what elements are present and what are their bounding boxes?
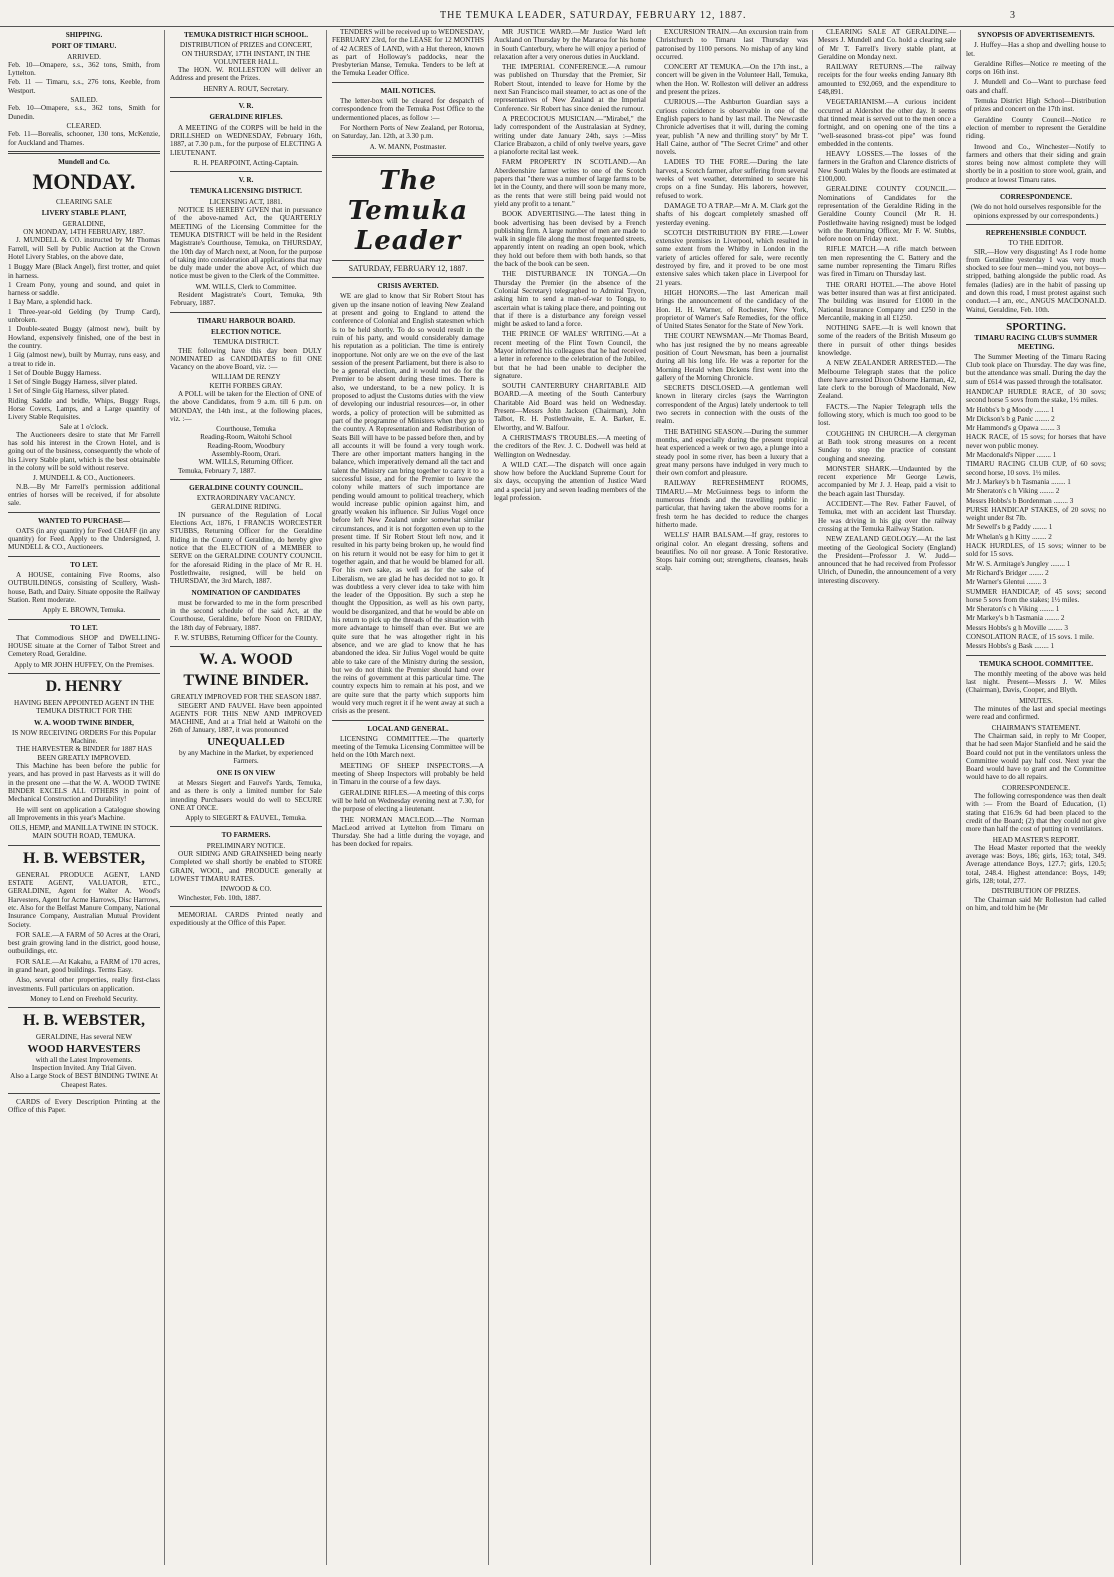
correspondence2-heading: CORRESPONDENCE. (1001, 783, 1071, 792)
prelim-heading: PRELIMINARY NOTICE. (206, 841, 286, 850)
twine-note: Also a Large Stock of BEST BINDING TWINE At Cheapest Rates. (10, 1072, 158, 1089)
report-heading: HEAD MASTER'S REPORT. (992, 835, 1080, 844)
webster-heading: H. B. WEBSTER, (23, 849, 145, 867)
siegert-body: by any Machine in the Market, by experienced Farmers. (178, 749, 314, 766)
race-result: Messrs Hobbs's g h Moville ........ 3 (966, 623, 1068, 632)
news-item: SOUTH CANTERBURY CHARITABLE AID BOARD.—A meeting of the South Canterbury Charitable Aid Board was held on Wednesday. Present—Messrs John Jackson (Chairman), John Talbot, R. H. Postlethwaite, E. A. Barker, E. Elworthy, and W. Balfour. (494, 382, 646, 432)
candidate: KEITH FORBES GRAY. (209, 381, 283, 390)
gcc-sign: F. W. STUBBS, Returning Officer for the County. (174, 634, 318, 642)
henry-orders: IS NOW RECEIVING ORDERS For this Popular Machine. (11, 728, 157, 746)
vr-mark: V. R. (238, 102, 254, 111)
race-result: Mr Dickson's b g Panic ........ 2 (966, 414, 1055, 423)
news-item: BOOK ADVERTISING.—The latest thing in book advertising has been devised by a French publishing firm. A large number of men are made to walk in single file along the most frequented streets, apparently intent on reading an open book, which they hold out before them with both hands, so that the back of the book can be seen. (494, 210, 646, 269)
news-item: A WILD CAT.—The dispatch will once again show how before the Auckland Supreme Court for six days, occupying the attention of Justice Ward and a special jury and seven leading members of the legal profession. (494, 460, 646, 503)
race-result: Mr Whelan's g h Kitty ........ 2 (966, 532, 1052, 541)
race-result: CONSOLATION RACE, of 15 sovs. 1 mile. (966, 633, 1094, 641)
rifles-text: A MEETING of the CORPS will be held in the DRILLSHED on WEDNESDAY, February 16th, 1887, at 7.30 p.m., for the purpose of ELECTING A LIEUTENANT. (170, 123, 322, 157)
news-item: RAILWAY RETURNS.—The railway receipts for the four weeks ending January 8th amounted to £92,069, and the expenditure to £48,891. (818, 63, 956, 97)
cleared-entry: Feb. 11—Borealis, schooner, 130 tons, McKenzie, for Auckland and Thames. (8, 130, 160, 147)
news-item: CONCERT AT TEMUKA.—On the 17th inst., a concert will be given in the Volunteer Hall, Temuka, when the Hon. W. Rolleston will deliver an address and present the prizes. (656, 63, 808, 97)
poll-place: Reading-Room, Waitohi School (200, 433, 292, 442)
lot-item: 1 Three-year-old Gelding (by Trump Card), unbroken. (8, 307, 160, 325)
news-item: THE BATHING SEASON.—During the summer months, and especially during the present tropical heat experienced a week or two ago, a plunge into a steady pool in some river, has been a luxury that a great many persons have indulged in very much to their own comfort and pleasure. (656, 427, 808, 478)
poll-sign: WM. WILLS, Returning Officer. (198, 458, 294, 467)
lot-item: 1 Buggy Mare (Black Angel), first trotter, and quiet in harness. (8, 263, 160, 280)
to-let-heading: TO LET. (70, 560, 98, 569)
district-label: TEMUKA DISTRICT. (213, 338, 279, 347)
monday-heading: MONDAY. (32, 169, 136, 195)
to-editor: TO THE EDITOR. (1008, 239, 1064, 248)
henry-improved: THE HARVESTER & BINDER for 1887 HAS BEEN GREATLY IMPROVED. (16, 745, 152, 762)
siding-sign: INWOOD & CO. (220, 885, 272, 894)
news-item: MR JUSTICE WARD.—Mr Justice Ward left Auckland on Thursday by the Mararoa for his home in South Canterbury, where he will enjoy a period of relaxation after a very onerous duties in Auckland. (494, 28, 646, 61)
news-item: HEAVY LOSSES.—The losses of the farmers in the Grafton and Clarence districts of New South Wales by the floods are estimated at £100,000. (818, 150, 956, 184)
henry-address: MAIN SOUTH ROAD, TEMUKA. (32, 832, 136, 841)
news-item: CLEARING SALE AT GERALDINE.—Messrs J. Mundell and Co. hold a clearing sale of Mr T. Farrell's livery stable plant, at Geraldine on Monday next. (818, 28, 956, 61)
poll-date: Temuka, February 7, 1887. (178, 466, 256, 475)
news-item: A PRECOCIOUS MUSICIAN.—"Mirabel," the lady correspondent of the Australasian at Sydney, writing under date January 24th, says :—Miss Clarice Brabazon, a child of only twelve years, gave a pianoforte recital last week. (494, 114, 646, 157)
prizes-heading: DISTRIBUTION OF PRIZES. (991, 887, 1081, 896)
rifles-heading: GERALDINE RIFLES. (209, 113, 283, 122)
wanted-text: OATS (in any quantity) for Feed CHAFF (in any quantity) for Feed. Apply to the Undersigned, J. MUNDELL & CO., Auctioneers. (8, 526, 160, 552)
editorial-body: WE are glad to know that Sir Robert Stout has given up the insane notion of leaving New Zealand at present and going to England to attend the conference of Colonial and English statesmen which is to be held shortly. To do so would result in the ruin of his party, and would considerably damage his reputation as a politician. The time is entirely inopportune. Not only are we on the eve of the last session of the present Parliament, but there is also to be a general election, and it would not do for the Premier to be absent during these times. There is also, we understand, to be a new policy. It is proposed to adjust the Customs duties with the view of developing our industrial resources—or, in other words, a policy of protection will be submitted as part of the programme of Ministers when they go to the country. A Representation and Redistribution of Seats Bill will have to be passed before then, and by all accounts it will be found a very tough work. There are other important matters hanging in the balance, which imperatively demand all the tact and talent the Ministry can bring together to carry it to a successful issue, and for the Premier to leave the colony while matters of such importance are pending would amount to political treachery, which would increase public opinion against him, and greatly weaken his influence. Sir Julius Vogel once before left New Zealand under somewhat similar circumstances, and it is not forgotten even up to the present time. If Sir Robert Stout left now, and it resulted in his party being broken up, he would find on his return it would not be easy for him to get it together again, and that he would be blamed for all. For his own sake, as well as for the sake of Liberalism, we are glad he has decided not to go. It was doubtless a very clever idea to take with him the leader of the Opposition. By such a step he thought the Opposition, as well as his own party, would be disorganized, and that he would be able on his return to pick up the threads of the situation with more advantage to himself than ever. But we are quite sure that he was altogether right in his absence, and we are glad to know that he has abandoned the idea. Sir Julius Vogel would be quite able to take care of the Ministry during the session, but we do not think the Premier should hand over the reins of government at this particular time. The country expects him to remain at his post, and we are quite sure that the party which supports him would very much regret it if he went away at such a crisis as the present. (332, 292, 484, 716)
harvesters-heading: WOOD HARVESTERS (27, 1042, 141, 1055)
lot-item: 1 Set of Single Gig Harness, silver plated. (8, 387, 129, 396)
lot-item: 1 Bay Mare, a splendid hack. (8, 298, 93, 307)
lot-list (8, 263, 160, 421)
to-let-sign: Apply to MR JOHN HUFFEY, On the Premises. (14, 660, 154, 669)
henry-body: This Machine has been before the public for years, and has proved in past Harvests as it will do in the present one —that the W. A. WOOD TWINE BINDER EXCELS ALL OTHERS in point of Mechanical Construction and Durability! (8, 762, 160, 804)
auctioneer-note: The Auctioneers desire to state that Mr Farrell has sold his interest in the Crown Hotel, and is going out of the business, consequently the whole of his Livery Stable plant, which is the best obtainable in the colony will be sold without reserve. (8, 430, 160, 473)
licensing-text: NOTICE IS HEREBY GIVEN that in pursuance of the above-named Act, the QUARTERLY MEETING of the Licensing Committee for the TEMUKA DISTRICT will be held in the Resident Magistrate's Courthouse, Temuka, on THURSDAY, the 10th day of March next, at Noon, for the purpose of taking into consideration all applications that may be duly made under the above Act, of which due notice must be given to the Clerk of the Committee. (170, 206, 322, 281)
farmers-heading: TO FARMERS. (221, 831, 271, 840)
webster-lend: Money to Lend on Freehold Security. (30, 994, 138, 1003)
school-committee-text: The monthly meeting of the above was held last night. Present—Messrs J. W. Miles (Chairman), Davis, Cooper, and Blyth. (966, 669, 1106, 695)
harvesters-sub: with all the Latest Improvements. (35, 1055, 133, 1064)
livery-plant: LIVERY STABLE PLANT, (41, 209, 127, 218)
mail-text: For Northern Ports of New Zealand, per Rotorua, on Saturday, Jan. 12th, at 3.30 p.m. (332, 123, 484, 141)
henry-catalogue: He will sent on application a Catalogue showing all Improvements in this year's Machine. (8, 805, 160, 822)
webster-sale: FOR SALE.—A FARM of 50 Acres at the Orari, best grain growing land in the district, good house, outbuildings, etc. (8, 930, 160, 956)
race-result: HANDICAP HURDLE RACE, of 30 sovs; second horse 5 sovs from the stake, 1½ miles. (966, 387, 1106, 405)
news-item: VEGETARIANISM.—A curious incident occurred at Aldershot the other day. It seems that tinned meat is served out to the men once a fortnight, and on opening one of the tins a "well-seasoned brass-cot pipe" was found embedded in the contents. (818, 98, 956, 148)
arrival-entry: Feb. 11 — Timaru, s.s., 276 tons, Keeble, from Westport. (8, 78, 160, 95)
lot-item: 1 Set of Double Buggy Harness. (8, 368, 102, 377)
to-let-heading: TO LET. (70, 623, 98, 632)
lot-item: Riding Saddle and bridle, Whips, Buggy Rugs, Horse Covers, Lamps, and a Large quantity of Livery Stable Requisites. (8, 396, 160, 422)
nomination-heading: NOMINATION OF CANDIDATES (191, 588, 301, 597)
clearing-sale: CLEARING SALE (55, 198, 113, 207)
siegert-sign: Apply to SIEGERT & FAUVEL, Temuka. (185, 814, 307, 823)
race-result: Messrs Hobbs's b Bordenman ........ 3 (966, 496, 1074, 505)
news-item: LADIES TO THE FORE.—During the late harvest, a Scotch farmer, after suffering from several weeks of wet weather, determined to secure his crops on a fine Sunday. His laborers, however, refused to work. (656, 158, 808, 200)
race-result: Mr Richard's Bridger ........ 2 (966, 568, 1049, 577)
binder-sub: GREATLY IMPROVED FOR THE SEASON 1887. (170, 693, 322, 702)
poll-place: Assembly-Room, Orari. (211, 450, 281, 459)
inspection-note: Inspection Invited. Any Trial Given. (31, 1064, 137, 1073)
local-heading: LOCAL AND GENERAL. (367, 724, 449, 733)
race-result: Mr Macdonald's Nipper ........ 1 (966, 451, 1057, 460)
news-item: EXCURSION TRAIN.—An excursion train from Christchurch to Timaru last Thursday was patronised by 1100 persons. No mishap of any kind occurred. (656, 28, 808, 61)
webster-sale: FOR SALE.—At Kakahu, a FARM of 170 acres, in grand heart, good buildings. Terms Easy. (8, 957, 160, 975)
sailed-entry: Feb. 10—Omapere, s.s., 362 tons, Smith for Dunedin. (8, 104, 160, 121)
news-item: SCOTCH DISTRIBUTION BY FIRE.—Lower extensive premises in Liverpool, which resulted in some extent from the Whitby in London in the variety of articles offered for sale, were recently destroyed by fire, and it proved to be one most extensive sales which taken place in Liverpool for 21 years. (656, 228, 808, 287)
lot-item: 1 Set of Single Buggy Harness, silver plated. (8, 378, 138, 387)
racing-heading: TIMARU RACING CLUB'S SUMMER MEETING. (974, 334, 1098, 351)
column-6 (818, 28, 956, 1568)
column-4 (494, 28, 646, 1568)
local-item: GERALDINE RIFLES.—A meeting of this corps will be held on Wednesday evening next at 7.30, for the purpose of electing a lieutenant. (332, 788, 484, 814)
distribution-title: DISTRIBUTION of PRIZES and CONCERT, (179, 41, 313, 50)
rifles-sign: R. H. PEARPOINT, Acting-Captain. (193, 158, 299, 167)
news-item: A CHRISTMAS'S TROUBLES.—A meeting of the creditors of the Rev. J. C. Dodwell was held at Wellington on Wednesday. (494, 433, 646, 459)
henry-binder: W. A. WOOD TWINE BINDER, (34, 718, 134, 727)
local-item: THE NORMAN MACLEOD.—The Norman MacLeod arrived at Lyttelton from Timaru on Thursday. She had a little during the voyage, and has been docked for repairs. (332, 815, 484, 849)
arrived-label: ARRIVED. (67, 52, 101, 61)
nomination-body: must be forwarded to me in the form prescribed in the second schedule of the said Act, at the Courthouse, Geraldine, before Noon on FRIDAY, the 18th day of February, 1887. (170, 598, 322, 632)
poll-place: Reading-Room, Woodbury (207, 441, 285, 450)
sale-date: ON MONDAY, 14TH FEBRUARY, 1887. (23, 228, 145, 237)
distribution-when: ON THURSDAY, 17TH INSTANT, IN THE VOLUNTEER HALL. (181, 49, 311, 66)
mail-sign: A. W. MANN, Postmaster. (369, 142, 447, 151)
race-result: Mr Markey's b h Tasmania ........ 2 (966, 614, 1065, 623)
vacancy-heading: EXTRAORDINARY VACANCY. (196, 494, 296, 503)
school-committee-heading: TEMUKA SCHOOL COMMITTEE. (978, 659, 1094, 668)
race-result: HACK HURDLES, of 15 sovs; winner to be sold for 15 sovs. (966, 542, 1106, 559)
news-item: SECRETS DISCLOSED.—A gentleman well known in literary circles (says the Warrington correspondent of the Argus) lately undertook to tell two secrets in connection with the ousts of the realm. (656, 384, 808, 426)
news-item: GERALDINE COUNTY COUNCIL.—Nominations of Candidates for the representation of the Geraldine Riding in the Geraldine County Council (Mr R. H. Postlethwaite having resigned) must be lodged with the Returning Officer, Mr F. W. Stubbs, before noon on Friday next. (818, 185, 956, 244)
webster-sub: GERALDINE, Has several NEW (35, 1033, 133, 1042)
news-item: THE PRINCE OF WALES' WRITING.—At a recent meeting of the Flint Town Council, the Mayor informed his colleagues that he had received a letter in reference to the celebration of the Jubilee, but that he had been unable to decipher the signature. (494, 330, 646, 380)
race-result: Messrs Hobbs's g Bask ........ 1 (966, 642, 1055, 651)
news-item: ACCIDENT.—The Rev. Father Fauvel, of Temuka, met with an accident last Thursday. He was driving in his gig over the railway crossing at the Temuka Railway Station. (818, 500, 956, 533)
column-7 (966, 28, 1106, 1568)
licensing-place: Resident Magistrate's Court, Temuka, 9th February, 1887. (170, 291, 322, 308)
letter-heading: REPREHENSIBLE CONDUCT. (985, 228, 1087, 237)
distribution-sign: HENRY A. ROUT, Secretary. (203, 84, 289, 93)
webster-heading: H. B. WEBSTER, (23, 1012, 145, 1030)
siegert-more: at Messrs Siegert and Fauvel's Yards, Temuka, and as there is only a limited number for Sale intending Purchasers would do well to SECURE ONE AT ONCE. (170, 778, 322, 812)
news-item: FACTS.—The Napier Telegraph tells the following story, which is much too good to be lost. (818, 402, 956, 428)
mail-text: The letter-box will be cleared for despatch of correspondence from the Temuka Post Office to the undermentioned places, as follow :— (332, 97, 484, 122)
school-heading: TEMUKA DISTRICT HIGH SCHOOL. (183, 31, 309, 39)
candidate: WILLIAM DE RENZY (211, 373, 281, 382)
henry-heading: D. HENRY (45, 678, 123, 695)
race-result: TIMARU RACING CLUB CUP, of 60 sovs; second horse, 10 sovs. 1½ miles. (966, 460, 1106, 477)
news-item: THE COURT NEWSMAN.—Mr Thomas Beard, who has just resigned the by no means agreeable position of Court Newsman, has been a journalist during all his long life. He was a reporter for the Morning Herald when Dickens first went into the gallery of the Morning Chronicle. (656, 332, 808, 382)
paper-title: The Temuka Leader (347, 165, 469, 256)
prizes-text: The Chairman said Mr Rolleston had called on him, and told him he (Mr (966, 895, 1106, 912)
minutes-heading: MINUTES. (1019, 696, 1053, 705)
poll-place: Courthouse, Temuka (216, 425, 276, 434)
auctioneer-sign: J. MUNDELL & CO., Auctioneers. (33, 474, 135, 483)
lot-item: 1 Cream Pony, young and sound, and quiet in harness or saddle. (8, 280, 160, 298)
news-item: THE DISTURBANCE IN TONGA.—On Thursday the Premier (in the absence of the Colonial Secretary) telegraphed to Admiral Tryon, asking him to send a man-of-war to Tonga, to ascertain what is taking place there, and pointing out that if there is a disturbance any foreign vessel might be asked to land a force. (494, 270, 646, 329)
race-result: Mr Hobbs's b g Moody ........ 1 (966, 405, 1055, 414)
port-heading: PORT OF TIMARU. (51, 42, 117, 51)
racing-text: The Summer Meeting of the Timaru Racing Club took place on Thursday. The day was fine, but the attendance was small. During the day the sum of £614 was passed through the totalisator. (966, 352, 1106, 386)
vr-mark: V. R. (238, 176, 254, 185)
siding-date: Winchester, Feb. 10th, 1887. (178, 893, 261, 902)
correspondence-heading: CORRESPONDENCE. (999, 193, 1073, 202)
sale-time: Sale at 1 o'clock. (59, 422, 109, 431)
news-item: THE IMPERIAL CONFERENCE.—A rumour was published on Thursday that the Premier, Sir Robert Stout, intended to leave for Home by the next San Francisco mail steamer, to act as one of the representatives of New Zealand at the Imperial Conference. Sir Robert has since denied the rumour. (494, 63, 646, 113)
licensing-act: LICENSING ACT, 1881. (209, 197, 283, 206)
news-item: DAMAGE TO A TRAP.—Mr A. M. Clark got the shafts of his dogcart completely smashed off yesterday evening. (656, 201, 808, 227)
column-2 (170, 28, 322, 1568)
masthead (0, 0, 1114, 27)
letter-body: SIR,—How very disgusting! As I rode home from Geraldine yesterday I was very much shocked to see four men—mind you, not boys—stripped, bathing alongside the public road. As females (ladies) are in the habit of passing up and down this road, I must protest against such conduct.—I am, etc., ANGUS MACDONALD. Waitui, Geraldine, Feb. 10th. (966, 247, 1106, 314)
wood-heading: W. A. WOOD (199, 651, 293, 669)
local-item: MEETING OF SHEEP INSPECTORS.—A meeting of Sheep Inspectors will probably be held in Timaru in the course of a few days. (332, 761, 484, 787)
race-results (966, 388, 1106, 651)
race-result: HACK RACE, of 15 sovs; for horses that have never won public money. (966, 433, 1106, 450)
issue-date: SATURDAY, FEBRUARY 12, 1887. (348, 263, 468, 273)
report-text: The Head Master reported that the weekly average was: Boys, 186; girls, 163; total, 349. Average attendance Boys, 127.7; girls, 120.5; total, 248.4. Highest attendance: Boys, 149; girls, 128; total, 277. (966, 843, 1106, 886)
siding-text: OUR SIDING AND GRAINSHED being nearly Completed we shall shortly be enabled to STORE GRAIN, WOOL, and PRODUCE generally at LOWEST TIMARU RATES. (170, 850, 322, 883)
editorial-heading: CRISIS AVERTED. (377, 282, 439, 291)
sale-intro: J. MUNDELL & CO. instructed by Mr Thomas Farrell, will Sell by Public Auction at the Crown Hotel Livery Stables, on the above date, (8, 236, 160, 261)
race-result: Mr Sheraton's c h Viking ........ 1 (966, 605, 1060, 614)
race-result: Mr Sewell's b g Paddy ........ 1 (966, 523, 1053, 532)
cleared-label: CLEARED. (66, 121, 102, 130)
race-result: Mr J. Markey's b h Tasmania ........ 1 (966, 477, 1071, 486)
licensing-sign: WM. WILLS, Clerk to Committee. (195, 282, 297, 291)
news-item: RIFLE MATCH.—A rifle match between ten men representing the C. Battery and the same number representing the Timaru Rifles was fired in Timaru on Thursday last. (818, 245, 956, 279)
news-item: FARM PROPERTY IN SCOTLAND.—An Aberdeenshire farmer writes to one of the Scotch papers that "there was a number of large farms to be let in the County, and there will soon be many more, as the rents that were still being paid would not yield any profit to a tenant." (494, 158, 646, 208)
nb-note: N.B.—By Mr Farrell's permission additional entries of horses will be received, if for absolute sale. (8, 482, 160, 508)
riding-heading: GERALDINE RIDING. (211, 502, 281, 511)
race-result: PURSE HANDICAP STAKES, of 20 sovs; no weight under 8st 7lb. (966, 505, 1106, 523)
shipping-heading: SHIPPING. (65, 31, 103, 39)
news-item: MONSTER SHARK.—Undaunted by the recent experience Mr George Lewis, accompanied by Mr J. J. Heap, paid a visit to the beach again last Thursday. (818, 464, 956, 498)
race-result: SUMMER HANDICAP, of 45 sovs; second horse 5 sovs from the stakes; 1½ miles. (966, 587, 1106, 604)
election-heading: ELECTION NOTICE. (211, 327, 281, 336)
geraldine-label: GERALDINE, (62, 219, 106, 228)
lot-item: 1 Gig (almost new), built by Murray, runs easy, and a treat to ride in. (8, 351, 160, 368)
race-result: Mr Warner's Glentui ........ 3 (966, 578, 1047, 587)
synopsis-item: Geraldine Rifles—Notice re meeting of the corps on 16th inst. (966, 59, 1106, 77)
date-line: THE TEMUKA LEADER, SATURDAY, FEBRUARY 12, 1887. (440, 10, 747, 21)
licensing-heading: TEMUKA LICENSING DISTRICT. (190, 187, 302, 196)
nomination-text: THE following have this day been DULY NOMINATED as CANDIDATES to fill ONE Vacancy on the above Board, viz. :— (170, 346, 322, 372)
race-result: Mr Hammond's g Opawa ........ 3 (966, 424, 1061, 433)
henry-agent: HAVING BEEN APPOINTED AGENT IN THE TEMUKA DISTRICT FOR THE (14, 699, 154, 716)
synopsis-heading: SYNOPSIS OF ADVERTISEMENTS. (977, 31, 1095, 39)
synopsis-item: Geraldine County Council—Notice re election of member to represent the Geraldine riding. (966, 115, 1106, 141)
synopsis-item: J. Mundell and Co—Want to purchase feed oats and chaff. (966, 78, 1106, 95)
sporting-heading: SPORTING. (1006, 320, 1066, 333)
arrival-entry: Feb. 10—Omapere, s.s., 362 tons, Smith, from Lyttelton. (8, 60, 160, 78)
webster-other: Also, several other properties, really first-class investments. Full particulars on application. (8, 976, 160, 993)
news-item: RAILWAY REFRESHMENT ROOMS, TIMARU.—Mr McGuinness begs to inform the numerous friends and the travelling public in particular, that having taken the above rooms for a fresh term he has decided to reduce the charges hitherto made. (656, 479, 808, 529)
column-3 (332, 28, 484, 1568)
gcc-text: IN pursuance of the Regulation of Local Elections Act, 1876, I FRANCIS WORCESTER STUBBS, Returning Officer for the Geraldine Riding in the County of Geraldine, do hereby give notice that the ELECTION of a MEMBER to SERVE on the GERALDINE COUNTY COUNCIL for the aforesaid Riding in the place of Mr R. H. Postlethwaite, resigned, will be held on THURSDAY, the 3rd March, 1887. (170, 510, 322, 586)
correspondence-note: (We do not hold ourselves responsible for the opinions expressed by our correspondents.) (970, 203, 1102, 220)
henry-oils: OILS, HEMP, and MANILLA TWINE IN STOCK. (9, 824, 159, 833)
webster-text: GENERAL PRODUCE AGENT, LAND ESTATE AGENT, VALUATOR, ETC., GERALDINE, Agent for Walter A. Wood's Harvesters, Agent for Acme Harrows, Disc Harrows, etc. Also for the Belfast Manure Company, National Insurance Company, Australian Mutual Provident Society. (8, 870, 160, 929)
to-let-text: That Commodious SHOP and DWELLING-HOUSE situate at the Corner of Talbot Street and Cemetery Road, Geraldine. (8, 633, 160, 659)
to-let-sign: Apply E. BROWN, Temuka. (42, 606, 126, 615)
news-item: CURIOUS.—The Ashburton Guardian says a curious coincidence is observable in one of the English papers to hand by last mail. The Newcastle Chronicle advertises that it will, during the coming year, publish "A new and thrilling story" by Mr T. Hall Caine, author of "The Secret Crime" and other novels. (656, 98, 808, 157)
binder-heading: TWINE BINDER. (183, 672, 309, 690)
poll-text: A POLL will be taken for the Election of ONE of the above Candidates, from 9 a.m. till 6 p.m. on MONDAY, the 14th inst., at the following places, viz. :— (170, 389, 322, 423)
column-5 (656, 28, 808, 1568)
race-result: Mr W. S. Armitage's Jungley ........ 1 (966, 559, 1071, 568)
news-item: NEW ZEALAND GEOLOGY.—At the last meeting of the Geological Society (England) the President—Professor J. W. Judd—announced that he had received from Professor Ulrich, of Dunedin, the announcement of a very interesting discovery. (818, 535, 956, 585)
unequalled-heading: UNEQUALLED (207, 735, 285, 748)
cards-note: CARDS of Every Description Printing at the Office of this Paper. (8, 1097, 160, 1115)
harbour-heading: TIMARU HARBOUR BOARD. (196, 316, 296, 325)
news-item: A NEW ZEALANDER ARRESTED.—The Melbourne Telegraph states that the police there have arrested Dixon Osborne Harman, 42, late clerk to the borough of Macdonald, New Zealand. (818, 359, 956, 401)
chairman-text: The Chairman said, in reply to Mr Cooper, that he had seen Major Stanfield and he said the Board could not put in the ventilators unless the Committee would pay half cost. Next year the Board would have to grant and the Committee would have to do all repairs. (966, 731, 1106, 782)
on-view-heading: ONE IS ON VIEW (216, 768, 276, 777)
lot-item: 1 Double-seated Buggy (almost new), built by Howland, expensively finished, one of the best in the country. (8, 325, 160, 350)
minutes-text: The minutes of the last and special meetings were read and confirmed. (966, 705, 1106, 722)
column-1 (8, 28, 160, 1568)
synopsis-item: Temuka District High School—Distribution of prizes and concert on the 17th inst. (966, 97, 1106, 114)
distribution-body: The HON. W. ROLLESTON will deliver an Address and present the Prizes. (170, 66, 322, 83)
news-item: COUGHING IN CHURCH.—A clergyman at Bath took strong measures on a recent Sunday to stop the practice of constant coughing and sneezing. (818, 429, 956, 463)
news-item: HIGH HONORS.—The last American mail brings the announcement of the candidacy of the Hon. H. H. Warner, of Rochester, New York, proprietor of Warner's Safe Remedies, for the office of United States Senator for the State of New York. (656, 288, 808, 331)
tenders-text: TENDERS will be received up to WEDNESDAY, FEBRUARY 23rd, for the LEASE for 12 MONTHS of 42 ACRES of LAND, with a Hut thereon, known as part of Holloway's paddocks, near the Presbyterian Manse, Temuka. Tenders to be left at the Temuka Leader Office. (332, 28, 484, 78)
gcc-heading: GERALDINE COUNTY COUNCIL. (189, 483, 303, 492)
mail-heading: MAIL NOTICES. (380, 86, 436, 95)
sailed-label: SAILED. (70, 96, 98, 105)
correspondence2-text: The following correspondence was then dealt with :— From the Board of Education, (1) stating that £16.9s 6d had been placed to the credit of the Board; (2) that they could not give more than half the cost of putting in ventilators. (966, 792, 1106, 834)
synopsis-item: J. Huffey—Has a shop and dwelling house to let. (966, 41, 1106, 58)
wanted-heading: WANTED TO PURCHASE— (38, 516, 130, 525)
page-number: 3 (1010, 10, 1015, 21)
to-let-text: A HOUSE, containing Five Rooms, also OUTBUILDINGS, consisting of Scullery, Wash-house, Bath, and Dairy. Situate opposite the Railway Station. Rent moderate. (8, 571, 160, 604)
race-result: Mr Sheraton's c h Viking ........ 2 (966, 487, 1060, 496)
chairman-heading: CHAIRMAN'S STATEMENT. (991, 723, 1081, 732)
news-item: NOTHING SAFE.—It is well known that some of the readers of the British Museum go there in pursuit of other things besides knowledge. (818, 324, 956, 357)
news-item: WELLS' HAIR BALSAM.—If gray, restores to original color. An elegant dressing, softens and beautifies. No oil nor grease. A Tonic Restorative. Stops hair coming out; strengthens, cleanses, heals scalp. (656, 531, 808, 573)
synopsis-item: Inwood and Co., Winchester—Notify to farmers and others that their siding and grain stores being now almost complete they will shortly be in a position to store wool, grain, and produce at lowest Timaru rates. (966, 142, 1106, 184)
mundell-heading: Mundell and Co. (58, 157, 110, 166)
news-item: THE ORARI HOTEL.—The above Hotel was better insured than was at first anticipated. The building was insured for £1000 in the National Insurance Company and £250 in the Mercantile, making in all £1250. (818, 280, 956, 322)
siegert-text: SIEGERT AND FAUVEL Have been appointed AGENTS FOR THIS NEW AND IMPROVED MACHINE, And at a Trial held at Waitohi on the 26th of January, 1887, it was pronounced (170, 701, 322, 735)
local-item: LICENSING COMMITTEE.—The quarterly meeting of the Temuka Licensing Committee will be held on the 10th March next. (332, 734, 484, 760)
memorial-note: MEMORIAL CARDS Printed neatly and expeditiously at the Office of this Paper. (170, 910, 322, 928)
